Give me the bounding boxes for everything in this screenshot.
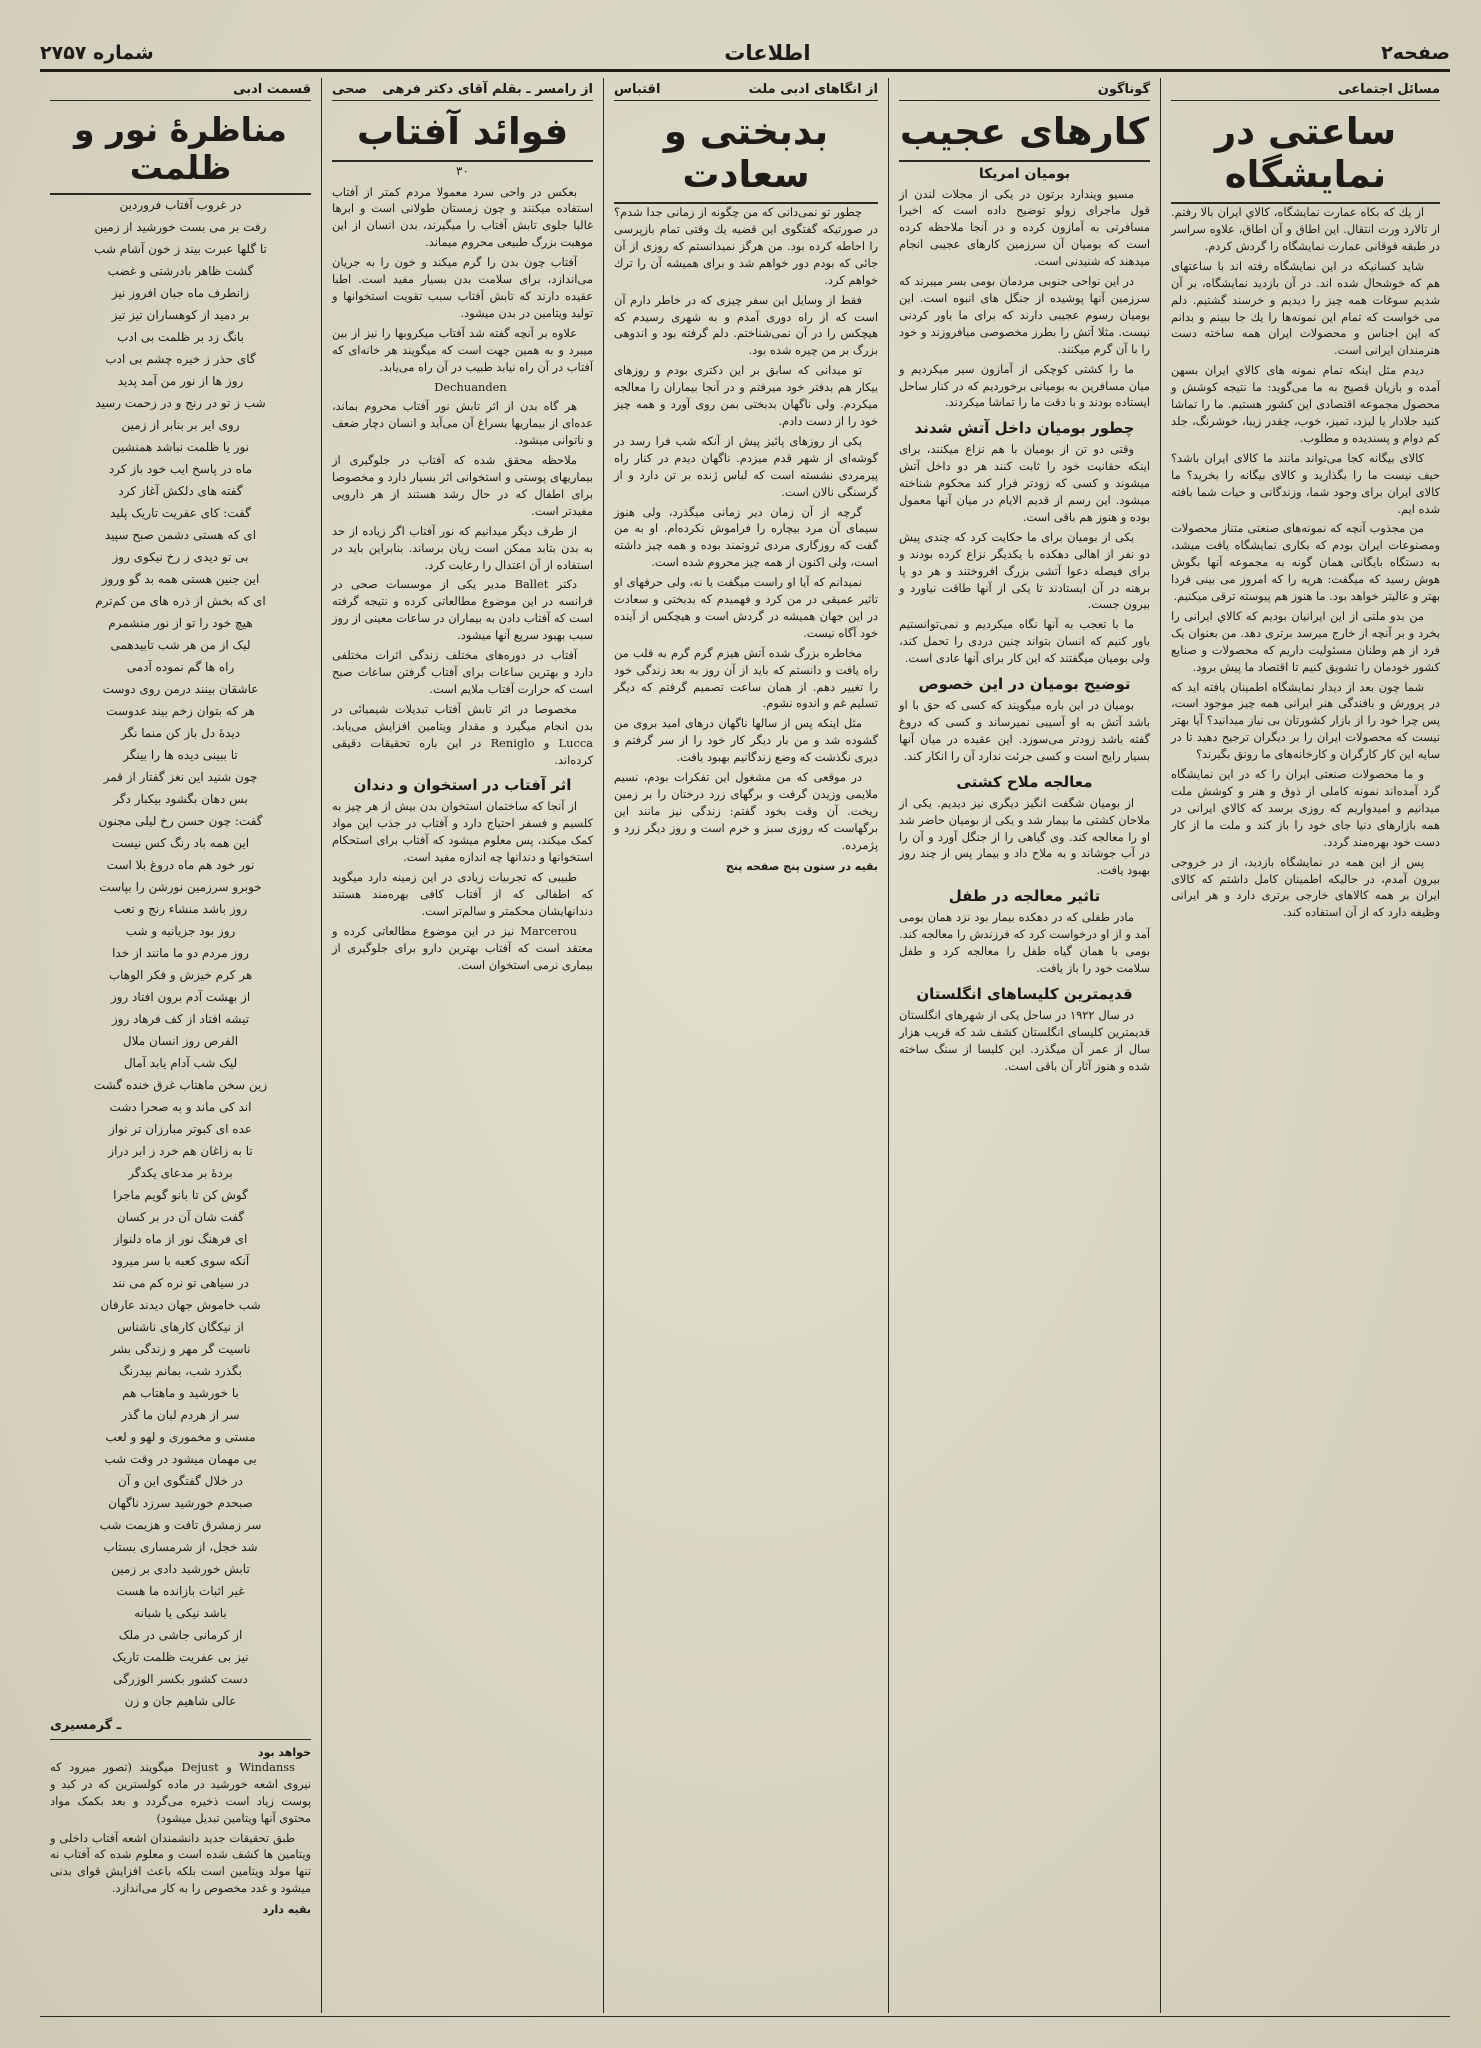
poem-verse: زین سخن ماهتاب غرق خنده گشت	[93, 1077, 268, 1092]
paragraph: کالای بیگانه کجا می‌تواند مانند ما کالای ایران باشد؟ حیف نیست ما را بگذارید و کالای بیگانه را بخرید؟ ما کالای ایران برای وجود شما، وزندگانی و حیات شما بافته شده ایم.	[1171, 450, 1440, 516]
paragraph: از یك که بکاه عمارت نمایشگاه، کالاي ایران بالا رفتم. از تالارد ورت انتقال. این اطاق و آن اطاق، علاوه سراسر در طبقه فوقانی عمارت نمایشگاه را گردش کردم.	[1171, 205, 1440, 253]
poem-verse: عاشقان بینند درمن روی دوست	[102, 681, 259, 696]
paragraph: و ما محصولات صنعتی ایران را که در این نمایشگاه گرد آمده‌اند نمونه کاملی از ذوق و هنر و کوشش ملت میدانیم و امیدواریم که روزی برسد که کالاي ایرانی در همه بازارهای دنیا جای خود را باز کند و ملت ما از کار دست خود بهره‌مند گردد.	[1171, 767, 1440, 849]
article-subtitle: بومیان امریکا	[978, 165, 1071, 182]
section-header	[50, 78, 311, 101]
subheading: تاثیر معالجه در طفل	[948, 887, 1101, 906]
poem-verse: در غروب آفتاب فروردین	[119, 197, 242, 212]
poem-verse: نور یا ظلمت نباشد همنشین	[111, 439, 250, 454]
paragraph: مخاطره بزرگ شده آتش هیزم گرم گرم به قلب من راه یافت و دانستم که باید از آن روز به بعد زندگی خود را تغییر دهم. از همان ساعت تصمیم گرفتم که دیگر تسلیم غم و اندوه نشوم.	[614, 645, 878, 711]
paragraph: هر گاه بدن از اثر تابش نور آفتاب محروم بماند، عده‌ای از بیماریها بسراغ آن می‌آید و انسان دچار ضعف و ناتوانی میشود.	[332, 399, 593, 448]
poem-verse: هر کرم خیزش و فکر الوهاب	[108, 967, 253, 982]
article-title: بدبختی و سعادت	[614, 101, 878, 204]
poem-verse: تیشه افتاد از کف فرهاد روز	[111, 1011, 250, 1026]
paper-name: اطلاعات	[724, 40, 811, 65]
paragraph: آفتاب چون بدن را گرم میکند و خون را به جریان می‌اندازد، برای سلامت بدن بسیار مفید است. اطبا عقیده دارند که تابش آفتاب سبب تقویت استخوانها و تولید ویتامین در بدن میشود.	[332, 255, 593, 320]
column-story	[603, 78, 888, 2013]
poem-verse: شد خجل، از شرمساری بستاب	[103, 1539, 258, 1554]
article-body	[899, 909, 1150, 977]
poem-verse: غیر اثبات بازانده ما هست	[116, 1583, 245, 1598]
poem-verse: رفت بر می بست خورشید از زمین	[94, 219, 267, 234]
poem-verse: سر از هردم لبان ما گذر	[121, 1407, 240, 1422]
poem-verse: اند کی ماند و به صحرا دشت	[109, 1099, 252, 1114]
poem-verse: ماه در پاسخ ایب خود باز کرد	[108, 461, 253, 476]
poem-verse: لیک از من هر شب تابیدهمی	[110, 637, 251, 652]
poem-verse: دیدهٔ دل باز کن منما نگر	[120, 725, 241, 740]
column-literary	[40, 78, 321, 2013]
poem-verse: بی تو دیدی ز رخ نیکوی روز	[112, 549, 249, 564]
poem-verse: روز مردم دو ما مانند از خدا	[112, 945, 249, 960]
note-heading: خواهد بود	[257, 1745, 311, 1759]
paragraph: Dechuanden	[434, 379, 507, 394]
poem-verse: از نیکگان کارهای ناشناس	[117, 1319, 244, 1334]
poem-verse: در سیاهی تو نره کم می نند	[112, 1275, 249, 1290]
paragraph: Windanss و Dejust میگویند (تصور میرود که نیروی اشعه خورشید در ماده کولسترین که در کبد و پوست زیاد است ذخیره می‌گردد و بعد بکمک مواد محتوی آنها ویتامین تبدیل میشود)	[50, 1759, 311, 1825]
paragraph: علاوه بر آنچه گفته شد آفتاب میکروبها را نیز از بین میبرد و به همین جهت است که میگویند هر خانه‌ای که آفتاب در آن راه نیابد طبیب در آن راه می‌یابد.	[332, 325, 593, 374]
poem-verse: نور خود هم ماه دروغ بلا است	[106, 857, 255, 872]
poem-verse: بگذرد شب، بمانم بیدرنگ	[119, 1363, 242, 1378]
poem-verse: گای حذر ز خیره چشم بی ادب	[105, 351, 256, 366]
article-body	[1171, 204, 1440, 921]
poem-verse: تا ببینی دیده ها را بینگر	[123, 747, 238, 762]
poem-verse: ای که بخش از ذره های من کم‌ترم	[95, 593, 266, 608]
installment-number: ۳۰	[456, 163, 469, 178]
poem-verse: عالی شاهیم جان و زن	[124, 1693, 237, 1708]
poem-verse: لیک شب آدام یابد آمال	[123, 1055, 238, 1070]
poem-verse: صبحدم خورشید سرزد ناگهان	[108, 1495, 253, 1510]
paragraph: در این نواحی جنوبی مردمان بومی بسر میبرند که سرزمین آنها پوشیده از جنگل های انبوه است. این بومیان رسوم عجیبی دارند که برای ما باور کردنی نیست. مثلا آتش را بطرز مخصوصی میافروزند و خود را با آن گرم میکنند.	[899, 274, 1150, 356]
section-label: از انگاهای ادبی ملت	[748, 82, 878, 97]
section-tag: صحی	[332, 82, 368, 97]
paragraph: شما چون بعد از دیدار نمایشگاه اطمینان یافته اید که در پرورش و بافندگی هنر ایرانی همه چیز موجود است، پس چرا خود را از بازار کشورتان بی نیاز میدانید؟ آیا بهتر نیست که محصولات ایران را بر دیگران ترجیح دهید تا در سایه این کار کارگران و کارخانه‌های ما رونق بگیرند؟	[1171, 679, 1440, 762]
poem-verse: گفته های دلکش آغاز کرد	[118, 483, 243, 498]
poem-verse: در خلال گفتگوی این و آن	[118, 1473, 243, 1488]
section-header	[899, 78, 1150, 101]
paragraph: ملاحظه محقق شده که آفتاب در جلوگیری از بیماریهای پوستی و استخوانی اثر بسیار دارد و مخصوصا برای اطفال که در حال رشد هستند از هر دارویی مفیدتر است.	[332, 453, 593, 518]
paragraph: یکی از روزهای پائیز پیش از آنکه شب فرا رسد در گوشه‌ای از شهر قدم میزدم. ناگهان دیدم در کنار راه پیرمردی نشسته است که لباس ژنده بر تن دارد و از گرسنگی نالان است.	[614, 433, 878, 499]
poem-verse: بانگ زد بر ظلمت بی ادب	[117, 329, 244, 344]
paragraph: از طرف دیگر میدانیم که نور آفتاب اگر زیاده از حد به بدن بتابد ممکن است زیان برساند. بنابراین باید در استفاده از آن اعتدال را رعایت کرد.	[332, 523, 593, 572]
paragraph: ما را کشتی کوچکی از آمازون سیر میکردیم و میان مسافرین به بومیانی برخوردیم که در کنار ساحل ایستاده بودند و با دقت ما را تماشا میکردند.	[899, 361, 1150, 410]
issue-number: شماره ۲۷۵۷	[40, 41, 154, 64]
paragraph: فقط از وسایل این سفر چیزی که در خاطر دارم آن است که از راه دوری آمدم و به شهری رسیدم که هیچکس را در آن نمی‌شناختم. دلم گرفته بود و اندوهی بزرگ بر من چیره شده بود.	[614, 292, 878, 358]
article-body	[332, 184, 593, 769]
paragraph: دکتر Ballet مدیر یکی از موسسات صحی در فرانسه در این موضوع مطالعاتی کرده و نتیجه گرفته است که آفتاب دادن به بیماران در ساعات معینی از روز سبب بهبود سریع آنها میشود.	[332, 577, 593, 643]
section-label: از رامسر ـ بقلم آقای دکتر فرهی	[382, 82, 593, 97]
paragraph: پس از این همه در نمایشگاه بازدید، از در خروجی بیرون آمدم، در حالیکه اطمینان کامل داشتم که کالای ایران بر همه کالاهای خارجی برتری دارد و هر ایرانی وظیفه دارد که از آن استفاده کند.	[1171, 854, 1440, 920]
section-tag: اقتباس	[614, 82, 661, 97]
poem-verse: روز ها از نور من آمد پدید	[117, 373, 244, 388]
article-body	[899, 186, 1150, 412]
paragraph: در موقعی که من مشغول این تفکرات بودم، نسیم ملایمی وزیدن گرفت و برگهای زرد درختان را بر زمین ریخت. آن وقت بخود گفتم: زندگی نیز مانند این برگهاست که روزی سبز و خرم است و روز دیگر زرد و پژمرده.	[614, 770, 878, 852]
poem-verse: گفت: چون حسن رخ لیلی مجنون	[98, 813, 263, 828]
section-header	[1171, 78, 1440, 101]
poem-verse: راه ها گم نموده آدمی	[126, 659, 235, 674]
columns	[40, 78, 1450, 2013]
poem-verse: ناسیت گر مهر و زندگی بشر	[110, 1341, 251, 1356]
poem-verse: بر دمید از کوهساران تیز تیز	[111, 307, 250, 322]
poem-verse: ای فرهنگ نور از ماه دلنواز	[113, 1231, 248, 1246]
poem-verse: شب ز تو در رنج و در زحمت رسید	[95, 395, 266, 410]
subheading: توضیح بومیان در این خصوص	[918, 675, 1131, 694]
poem-verse: نیز بی عفریت ظلمت تاریک	[112, 1649, 249, 1664]
paragraph: مسیو ویندارد برتون در یکی از مجلات لندن از قول ماجرای زولو توضیح داده است که اخیرا مسافرتی به آمازون کرده و در آنجا ملاحظه کرده است که بومیان آن سرزمین کارهای عجیبی انجام میدهند که شنیدنی است.	[899, 186, 1150, 269]
poem-verse: سر زمشرق تافت و هزیمت شب	[99, 1517, 262, 1532]
article-body	[899, 697, 1150, 765]
poem-verse: هر که بتوان زخم بیند عدوست	[106, 703, 255, 718]
poem-verse: ای که هستی دشمن صبح سپید	[104, 527, 257, 542]
paragraph: من بدو ملتی از این ایرانیان بودیم که کالاي ایرانی را بخرد و بر آنچه از خارج میرسد برتری دهد. من بعنوان یک فرد از هم وطنان مسئولیت داریم که محصولات و صنایع کشور خودمان را تشویق کنیم تا اقتصاد ما پیش برود.	[1171, 608, 1440, 674]
article-body	[899, 795, 1150, 880]
poem-verse: چون شنید این نغز گفتار از قمر	[103, 769, 258, 784]
paragraph: چطور تو نمی‌دانی که من چگونه از زمانی جدا شدم؟ در صورتیکه گفتگوی این قضیه یك وقتی تمام بازپرسی را احاطه کرده بود. من هرگز نمیدانستم که روزی از آن جائی که بودم دور خواهم شد و برای همیشه آن را ترك خواهم کرد.	[614, 205, 878, 287]
poem-verse: این جنین هستی همه بد گو وروز	[101, 571, 260, 586]
paragraph: من مجذوب آنچه که نمونه‌های صنعتی متناز محصولات ومصنوعات ایران بودم که بکاری نمایشگاه یافت میشد، به دستگاه بایگانی همان گونه به مجموعه آنها بگوش هوش رسید که میگفت: هریه را که امروز می بینی فردا بهتر و عالیتر خواهد بود. ما هنوز هم پیوسته ترقی میکنیم.	[1171, 521, 1440, 604]
poem-verse: از بهشت آدم برون افتاد روز	[110, 989, 251, 1004]
paragraph: از آنجا که ساختمان استخوان بدن بیش از هر چیز به کلسیم و فسفر احتیاج دارد و آفتاب در جذب این مواد کمک میکند، پس معلوم میشود که آفتاب برای استحکام استخوانها و دندانها چه اندازه مفید است.	[332, 799, 593, 865]
poem-verse: روز بود جزیانیه و شب	[125, 923, 236, 938]
poem-verse: دست کشور بکسر الوزرگی	[113, 1671, 248, 1686]
poem-verse: شب خاموش جهان دیدند عارفان	[100, 1297, 261, 1312]
section-label: مسائل اجتماعی	[1338, 82, 1440, 97]
subheading: چطور بومیان داخل آتش شدند	[914, 419, 1135, 438]
subheading: معالجه ملاح کشتی	[956, 772, 1093, 791]
poem-verse: این همه باد رنگ کس نیست	[111, 835, 250, 850]
paragraph: از بومیان شگفت انگیز دیگری نیز دیدیم. یکی از ملاحان کشتی ما بیمار شد و یکی از بومیان حاضر شد او را معالجه کند. وی گیاهی را از جنگل آورد و آن را در آب جوشاند و به ملاح داد و بیمار پس از چند روز بهبود یافت.	[899, 795, 1150, 878]
paragraph: وقتی دو تن از بومیان با هم نزاع میکنند، برای اینکه حقانیت خود را ثابت کنند هر دو داخل آتش میشوند و کسی که زودتر فرار کند محکوم شناخته میشود. این رسم از قدیم الایام در میان آنها معمول بوده و هنوز هم باقی است.	[899, 442, 1150, 524]
section-label: گوناگون	[1097, 82, 1150, 97]
poem-verse: با خورشید و ماهتاب هم	[122, 1385, 239, 1400]
poem-verse: زانطرف ماه جبان افروز نیز	[111, 285, 250, 300]
page-number: صفحه۲	[1381, 41, 1450, 64]
poem-verse: الفرص روز انسان ملال	[122, 1033, 239, 1048]
article-body	[899, 1007, 1150, 1075]
divider	[50, 1739, 311, 1740]
paragraph: ما با تعجب به آنها نگاه میکردیم و نمی‌توانستیم باور کنیم که انسان بتواند چنین دردی را تحمل کند، ولی بومیان میگفتند که این کار برای آنها عادی است.	[899, 617, 1150, 666]
article-title: کارهای عجیب	[899, 101, 1150, 162]
column-social	[1160, 78, 1450, 2013]
paragraph: آفتاب در دوره‌های مختلف زندگی اثرات مختلفی دارد و بهترین ساعات برای آفتاب گرفتن ساعات صبح است که حرارت آفتاب ملایم است.	[332, 648, 593, 696]
article-body	[614, 204, 878, 854]
column-miscellany	[888, 78, 1160, 2013]
poem-verse: گفت شان آن در بر کسان	[116, 1209, 245, 1224]
article-body	[50, 1759, 311, 1897]
poet-signature: ـ گرمسیری	[50, 1717, 122, 1733]
poem-verse: عده ای کبوتر مبارزان تر نواز	[108, 1121, 253, 1136]
paragraph: مادر طفلی که در دهکده بیمار بود نزد همان بومی آمد و از او درخواست کرد که فرزندش را معالجه کند. بومی با همان گیاه طفل را معالجه کرد و طفل سلامت خود را باز یافت.	[899, 910, 1150, 975]
article-title: ساعتی در نمایشگاه	[1171, 101, 1440, 204]
paragraph: مخصوصا در اثر تابش آفتاب تبدیلات شیمیائی در بدن انجام میگیرد و مقدار ویتامین افزایش می‌یابد. Lucca و Reniglo در این باره تحقیقات دقیقی کرده‌اند.	[332, 701, 593, 767]
poem-verse: تا گلها عبرت بیند ز خون آشام شب	[94, 241, 267, 256]
poem-verse: تا به زاغان هم خرد ز ابر دراز	[108, 1143, 253, 1158]
poem-verse: روز باشد منشاء رنج و تعب	[113, 901, 248, 916]
poem-verse: مستی و مخموری و لهو و لعب	[105, 1429, 256, 1444]
paragraph: بعکس در واحی سرد معمولا مردم کمتر از آفتاب استفاده میکنند و چون زمستان طولانی است و ابرها غالبا جلوی تابش آفتاب را میگیرند، بدن انسان از این موهبت بزرگ طبیعی محروم میماند.	[332, 184, 593, 250]
poem-verse: هیچ خود را تو از نور منشمرم	[108, 615, 253, 630]
paragraph: مثل اینکه پس از سالها ناگهان درهای امید بروی من گشوده شد و من بار دیگر کار خود را از سر گرفتم و دیری نگذشت که وضع زندگانیم بهبود یافت.	[614, 716, 878, 765]
poem-verse: آنکه سوی کعبه با سر میرود	[111, 1253, 250, 1268]
poem-verse: گفت: کای عفریت تاریک پلید	[110, 505, 251, 520]
section-header	[614, 78, 878, 101]
subheading: قدیمترین کلیساهای انگلستان	[916, 984, 1133, 1003]
paragraph: طبیبی که تجربیات زیادی در این زمینه دارد میگوید که اطفالی که از آفتاب کافی بهره‌مند هستند دندانهایشان محکمتر و سالم‌تر است.	[332, 870, 593, 918]
paragraph: نمیدانم که آیا او راست میگفت یا نه، ولی حرفهای او تاثیر عمیقی در من کرد و فهمیدم که بدبختی و سعادت در این جهان همیشه در گردش است و هیچکس از آینده خود آگاه نیست.	[614, 575, 878, 640]
poem-verse: بی مهمان میشود در وقت شب	[104, 1451, 257, 1466]
paragraph: Marcerou نیز در این موضوع مطالعاتی کرده و معتقد است که آفتاب بهترین دارو برای جلوگیری از بیماری نرمی استخوان است.	[332, 923, 593, 972]
paragraph: یکی از بومیان برای ما حکایت کرد که چندی پیش دو نفر از اهالی دهکده با یکدیگر نزاع کرده بودند و برای فیصله دعوا آتشی بزرگ افروختند و هر دو پا برهنه در آن ایستادند تا یکی از آنها طاقت نیاورد و بیرون جست.	[899, 529, 1150, 612]
masthead	[40, 36, 1450, 72]
bottom-rule	[40, 2016, 1450, 2017]
poem-verse: تابش خورشید دادی بر زمین	[111, 1561, 250, 1576]
article-body	[899, 441, 1150, 667]
article-body	[332, 798, 593, 973]
poem-verse: گوش کن تا بانو گویم ماجرا	[113, 1187, 248, 1202]
poem	[50, 195, 311, 1712]
poem-verse: خوبرو سرزمین نورشن را بپاست	[99, 879, 262, 894]
paragraph: بومیان در این باره میگویند که کسی که حق با او باشد آتش به او آسیبی نمیرساند و کسی که دروغ گفته باشد زودتر می‌سوزد. این عقیده در میان آنها بسیار رایج است و کسی جرئت ندارد آن را انکار کند.	[899, 698, 1150, 763]
paragraph: گرچه از آن زمان دیر زمانی میگذرد، ولی هنوز سیمای آن مرد بیچاره را فراموش نکرده‌ام. او به من گفت که روزگاری مردی ثروتمند بوده و همه چیز داشته است، ولی اکنون از همه چیز محروم شده است.	[614, 504, 878, 570]
poem-verse: بردهٔ بر مدعای یکدگر	[128, 1165, 233, 1180]
paragraph: در سال ۱۹۲۲ در ساحل یکی از شهرهای انگلستان قدیمترین کلیسای انگلستان کشف شد که قریب هزار سال از عمر آن میگذرد. این کلیسا از سنگ ساخته شده و هنوز آثار آن باقی است.	[899, 1007, 1150, 1073]
article-title: مناظرهٔ نور و ظلمت	[50, 101, 311, 195]
paragraph: دیدم مثل اینکه تمام نمونه های کالاي ایران بسهن آمده و بازیان قصیح به ما می‌گوید: ما نتیجه کوشش و محصول مجموعه اقتصادی این کشور هستیم. ما را تماشا کنید جلادار یا لیزد، تمیز، خوب، چقدر زیبا، خوشرنگ، جلد کم دوام و پسندیده و مطلوب.	[1171, 363, 1440, 445]
paragraph: شاید کسانیکه در این نمایشگاه رفته اند با ساعتهای هم که خوشحال شده اند. در آن بازدید نمایشگاه، بر آن شدیم سوغات همه چیز را دیدیم و خرسند گشتیم. دلم می خواست که تمام این نمونه‌ها را یك جا ببینم و بدانم که این اجناس و محصولات ایران همه ساخته دست هنرمندان ایرانی است.	[1171, 258, 1440, 358]
continued-note: بقیه دارد	[262, 1903, 311, 1917]
continued-note: بقیه در ستون پنج صفحه پنج	[725, 859, 878, 873]
poem-verse: باشد نیکی یا شبانه	[134, 1605, 227, 1620]
article-title: فوائد آفتاب	[332, 101, 593, 162]
section-header	[332, 78, 593, 101]
poem-verse: روی ایر بر بنابر از زمین	[121, 417, 240, 432]
section-label: قسمت ادبی	[233, 82, 311, 97]
paragraph: تو میدانی که سابق بر این دکتری بودم و روزهای بیکار هم بدفتر خود میرفتم و در آنجا بیماران را معالجه میکردم. ولی ناگهان بدبختی بمن روی آورد و همه چیز خود را از دست دادم.	[614, 363, 878, 428]
poem-verse: از کرمانی جاشی در ملک	[118, 1627, 243, 1642]
poem-verse: بس دهان بگشود بیکبار دگر	[113, 791, 248, 806]
paragraph: طبق تحقیقات جدید دانشمندان اشعه آفتاب داخلی و ویتامین ها کشف شده است و معلوم شده که آفتاب نه تنها مولد ویتامین است بلکه باعث افزایش قوای بدنی میشود و غدد مخصوص را به کار می‌اندازد.	[50, 1830, 311, 1896]
poem-verse: گشت ظاهر بادرشتی و غضب	[107, 263, 254, 278]
subheading: اثر آفتاب در استخوان و دندان	[353, 776, 572, 795]
column-health	[321, 78, 603, 2013]
